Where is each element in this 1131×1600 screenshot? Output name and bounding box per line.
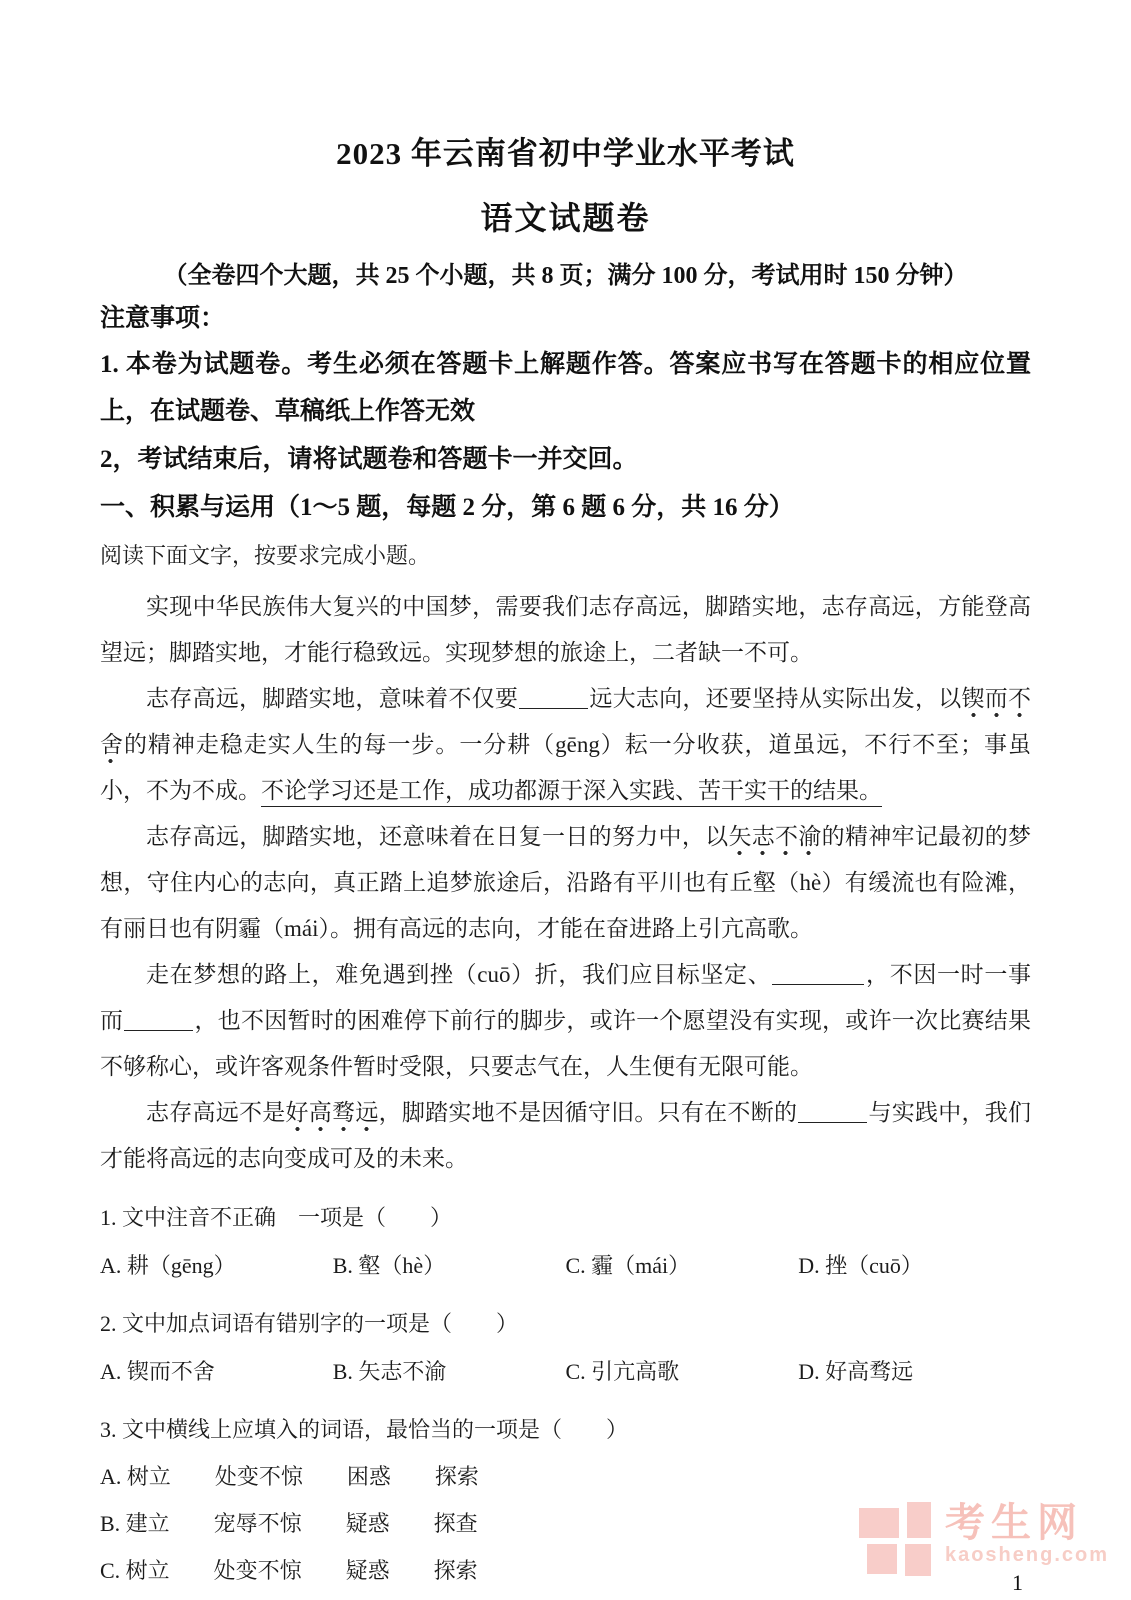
option-c: C. 引亢高歌 [565,1358,680,1384]
passage-text: 实现中华民族伟大复兴的中国梦，需要我们志存高远，脚踏实地，志存高远，方能登高望远；脚踏实地，才能行稳致远。实现梦想的旅途上，二者缺一不可。 [100,593,1031,665]
passage-text: 的精神走稳走实人生的每一步。一分耕（gēng）耘一分收获，道虽远，不行不至；事虽小，不为不成。 [100,731,1032,803]
passage-paragraph [100,676,1031,814]
exam-subtitle: 语文试题卷 [480,200,651,236]
option-c: C. 树立 处变不惊 疑惑 探索 [100,1557,478,1583]
kaosheng-logo-icon [859,1502,931,1574]
exam-title: 2023 年云南省初中学业水平考试 [336,136,795,171]
option-a: A. 树立 处变不惊 困惑 探索 [100,1463,479,1489]
passage-text: 志存高远不是 [146,1099,286,1125]
page-number: 1 [1012,1570,1023,1595]
emphasis-dotted-phrase: 矢志不渝 [728,824,821,857]
question-2-stem: 2. 文中加点词语有错别字的一项是（ ） [100,1310,519,1336]
question-1-stem: 1. 文中注音不正确 一项是（ ） [100,1204,453,1230]
page-content [100,128,1031,1593]
option-d: D. 挫（cuō） [798,1252,923,1278]
option-b: B. 矢志不渝 [332,1358,447,1384]
emphasis-dotted-phrase: 好高骛远 [286,1100,379,1133]
notice-heading: 注意事项： [100,305,226,332]
option-b: B. 建立 宠辱不惊 疑惑 探查 [100,1510,478,1536]
question-2-options [100,1350,1031,1394]
option-a: A. 耕（gēng） [100,1252,236,1278]
section-heading: 一、积累与运用（1～5 题，每题 2 分，第 6 题 6 分，共 16 分） [100,494,794,521]
passage-paragraph [100,814,1031,952]
option-b: B. 壑（hè） [332,1252,446,1278]
option-c: C. 霾（mái） [565,1252,691,1278]
notice-item-2: 2，考试结束后，请将试题卷和答题卡一并交回。 [100,445,638,473]
passage-text: 远大志向，还要坚持从实际出发，以 [589,685,962,711]
emphasis-dotted-phrase: 锲而不舍 [100,686,1031,765]
underlined-phrase: 不论学习还是工作，成功都源于深入实践、苦干实干的结果。 [261,778,882,807]
notice-item-1: 1. 本卷为试题卷。考生必须在答题卡上解题作答。答案应书写在答题卡的相应位置上，在试题卷、草稿纸上作答无效 [100,350,1031,425]
fill-in-blank [798,1118,867,1123]
passage-text: 志存高远，脚踏实地，意味着不仅要 [146,685,519,711]
passage-paragraph [100,584,1031,676]
site-watermark [859,1502,1109,1574]
passage-text: 与实践中，我们才能将高远的志向变成可及的未来。 [100,1099,1032,1171]
option-d: D. 好高骛远 [798,1358,914,1384]
passage-paragraph [100,952,1031,1090]
watermark-brand: 考生网 [944,1501,1083,1545]
fill-in-blank [772,980,864,985]
exam-meta-line: （全卷四个大题，共 25 个小题，共 8 页；满分 100 分，考试用时 150 分钟） [163,263,968,289]
fill-in-blank [124,1026,193,1031]
question-3-stem: 3. 文中横线上应填入的词语，最恰当的一项是（ ） [100,1416,629,1442]
passage-intro: 阅读下面文字，按要求完成小题。 [100,543,431,568]
watermark-text [945,1502,1109,1567]
passage-text: 志存高远，脚踏实地，还意味着在日复一日的努力中，以 [146,823,729,849]
passage-text: ，不因一时一事而 [100,961,1031,1033]
passage-text: ，也不因暂时的困难停下前行的脚步，或许一个愿望没有实现，或许一次比赛结果不够称心，或许客观条件暂时受限，只要志气在，人生便有无限可能。 [100,1007,1032,1079]
passage-text: ，脚踏实地不是因循守旧。只有在不断的 [378,1099,798,1125]
fill-in-blank [519,704,588,709]
question-1-options [100,1244,1031,1288]
passage-text: 的精神牢记最初的梦想，守住内心的志向，真正踏上追梦旅途后，沿路有平川也有丘壑（hè）有缓流也有险滩，有丽日也有阴霾（mái）。拥有高远的志向，才能在奋进路上引亢高歌。 [100,823,1032,941]
passage-text: 走在梦想的路上，难免遇到挫（cuō）折，我们应目标坚定、 [146,961,772,987]
watermark-domain: kaosheng.com [944,1544,1109,1566]
option-a: A. 锲而不舍 [100,1358,215,1384]
passage-paragraph [100,1090,1031,1182]
